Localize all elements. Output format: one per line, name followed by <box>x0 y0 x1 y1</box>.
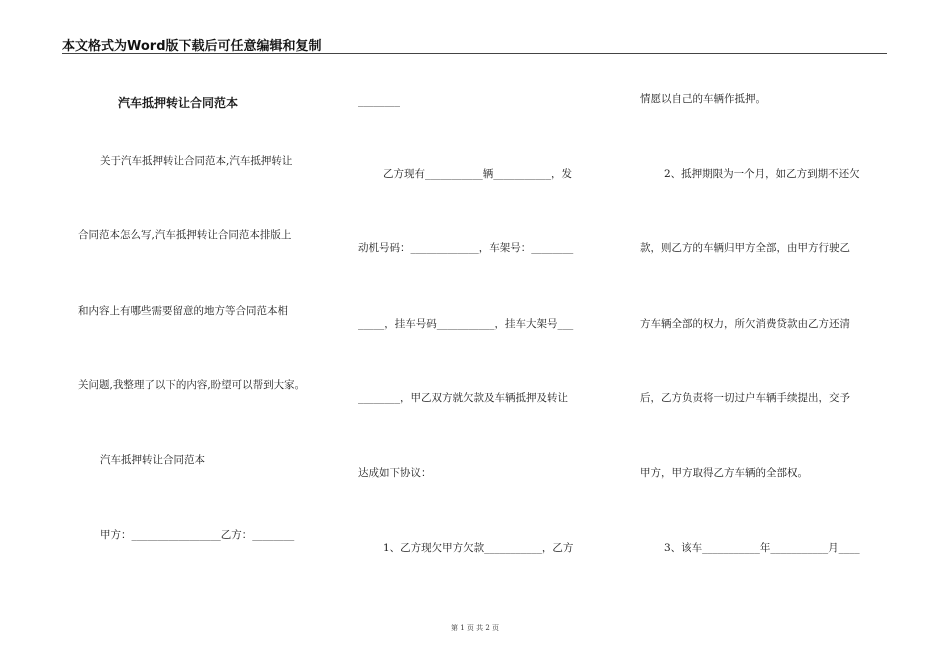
paragraph-line: 2、抵押期限为一个月，如乙方到期不还欠 <box>664 168 860 180</box>
paragraph-line: 款，则乙方的车辆归甲方全部，由甲方行驶乙 <box>640 242 850 254</box>
paragraph-line: 乙方现有___________辆___________，发 <box>383 168 572 180</box>
paragraph-line: 3、该车___________年___________月____ <box>664 542 860 554</box>
paragraph-line: 甲方，甲方取得乙方车辆的全部权。 <box>640 467 808 479</box>
document-header: 本文格式为Word版下载后可任意编辑和复制 <box>62 39 322 54</box>
paragraph-line: ________ <box>358 95 400 107</box>
document-title: 汽车抵押转让合同范本 <box>118 96 239 110</box>
paragraph-line: 方车辆全部的权力，所欠消费贷款由乙方还清 <box>640 318 850 330</box>
header-divider <box>62 53 887 54</box>
paragraph-line: 关问题,我整理了以下的内容,盼望可以帮到大家。 <box>78 379 306 391</box>
paragraph-line: ________，甲乙双方就欠款及车辆抵押及转让 <box>358 392 568 404</box>
section-heading: 汽车抵押转让合同范本 <box>100 454 205 466</box>
paragraph-line: _____，挂车号码___________，挂车大架号___ <box>358 318 574 330</box>
paragraph-line: 1、乙方现欠甲方欠款___________，乙方 <box>383 542 574 554</box>
paragraph-line: 情愿以自己的车辆作抵押。 <box>640 93 766 105</box>
paragraph-line: 关于汽车抵押转让合同范本,汽车抵押转让 <box>100 155 293 167</box>
paragraph-line: 动机号码：_____________，车架号：________ <box>358 242 574 254</box>
paragraph-line: 后，乙方负责将一切过户车辆手续提出，交予 <box>640 392 850 404</box>
party-line: 甲方：_________________乙方：________ <box>100 529 295 541</box>
paragraph-line: 和内容上有哪些需要留意的地方等合同范本相 <box>78 305 288 317</box>
paragraph-line: 合同范本怎么写,汽车抵押转让合同范本排版上 <box>78 229 292 241</box>
page-number: 第 1 页 共 2 页 <box>450 624 500 632</box>
paragraph-line: 达成如下协议： <box>358 467 432 479</box>
